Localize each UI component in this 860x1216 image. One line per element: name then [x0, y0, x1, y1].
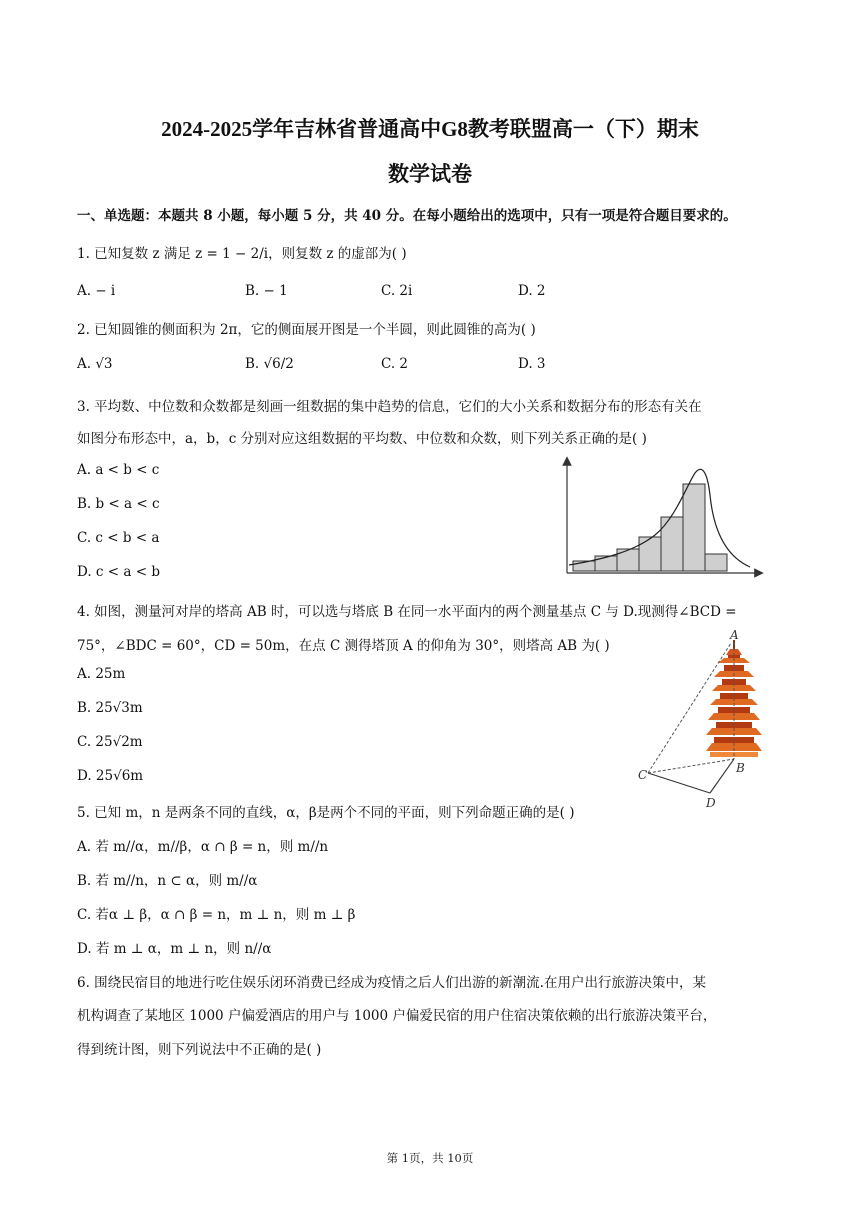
label-d: D	[706, 796, 716, 810]
label-b: B	[736, 761, 745, 775]
question-5-option-b: B. 若 m//n，n ⊂ α，则 m//α	[77, 873, 258, 889]
question-2-option-b: B. √6/2	[245, 356, 294, 372]
distribution-histogram-figure	[555, 455, 765, 580]
label-a: A	[730, 628, 739, 642]
question-6-stem-line2: 机构调查了某地区 1000 户偏爱酒店的用户与 1000 户偏爱民宿的用户住宿决策依赖的出行旅游决策平台，	[77, 1008, 717, 1024]
question-2-stem: 2. 已知圆锥的侧面积为 2π，它的侧面展开图是一个半圆，则此圆锥的高为( )	[77, 322, 536, 338]
question-5-option-d: D. 若 m ⊥ α，m ⊥ n，则 n//α	[77, 941, 272, 957]
question-1-option-a: A. − i	[77, 283, 116, 299]
question-1-option-b: B. − 1	[245, 283, 288, 299]
question-2-option-c: C. 2	[381, 356, 409, 372]
histogram-bar	[705, 554, 727, 571]
histogram-bar	[683, 484, 705, 571]
question-3-stem-line1: 3. 平均数、中位数和众数都是刻画一组数据的集中趋势的信息，它们的大小关系和数据分布的形态有关在	[77, 399, 702, 415]
question-3-stem-line2: 如图分布形态中，a，b，c 分别对应这组数据的平均数、中位数和众数，则下列关系正确的是( )	[77, 431, 647, 447]
question-3-option-d: D. c < a < b	[77, 564, 160, 580]
histogram-bar	[595, 556, 617, 571]
question-3-option-b: B. b < a < c	[77, 496, 160, 512]
page-subtitle: 数学试卷	[388, 162, 472, 186]
page-footer: 第 1页，共 10页	[386, 1151, 474, 1165]
question-5-stem: 5. 已知 m，n 是两条不同的直线，α，β是两个不同的平面，则下列命题正确的是( )	[77, 805, 575, 821]
question-4-option-b: B. 25√3m	[77, 700, 143, 716]
question-4-option-d: D. 25√6m	[77, 768, 144, 784]
question-5-option-c: C. 若α ⊥ β，α ∩ β = n，m ⊥ n，则 m ⊥ β	[77, 907, 356, 923]
question-1-option-d: D. 2	[518, 283, 546, 299]
histogram-bar	[617, 549, 639, 571]
question-1-stem: 1. 已知复数 z 满足 z = 1 − 2/i，则复数 z 的虚部为( )	[77, 246, 407, 262]
question-3-option-a: A. a < b < c	[77, 462, 160, 478]
page-title: 2024-2025学年吉林省普通高中G8教考联盟高一（下）期末	[161, 117, 699, 141]
question-2-option-d: D. 3	[518, 356, 546, 372]
question-1-option-c: C. 2i	[381, 283, 413, 299]
label-c: C	[638, 768, 648, 782]
question-4-option-c: C. 25√2m	[77, 734, 143, 750]
question-5-option-a: A. 若 m//α，m//β，α ∩ β = n，则 m//n	[77, 839, 329, 855]
question-4-stem-line1: 4. 如图，测量河对岸的塔高 AB 时，可以选与塔底 B 在同一水平面内的两个测量基点 C 与 D.现测得∠BCD =	[77, 604, 737, 620]
question-6-stem-line3: 得到统计图，则下列说法中不正确的是( )	[77, 1042, 322, 1058]
question-2-option-a: A. √3	[77, 356, 113, 372]
histogram-bar	[639, 537, 661, 571]
question-3-option-c: C. c < b < a	[77, 530, 160, 546]
line-cd	[648, 773, 710, 793]
question-4-stem-line2: 75°，∠BDC = 60°，CD = 50m，在点 C 测得塔顶 A 的仰角为 30°，则塔高 AB 为( )	[77, 638, 610, 654]
section-header: 一、单选题：本题共 8 小题，每小题 5 分，共 40 分。在每小题给出的选项中，只有一项是符合题目要求的。	[77, 208, 737, 224]
question-6-stem-line1: 6. 围绕民宿目的地进行吃住娱乐闭环消费已经成为疫情之后人们出游的新潮流.在用户出行旅游决策中，某	[77, 975, 706, 991]
pagoda-measurement-figure	[630, 625, 780, 815]
line-bd	[710, 759, 734, 793]
line-cb	[648, 759, 734, 773]
question-4-option-a: A. 25m	[77, 666, 126, 682]
